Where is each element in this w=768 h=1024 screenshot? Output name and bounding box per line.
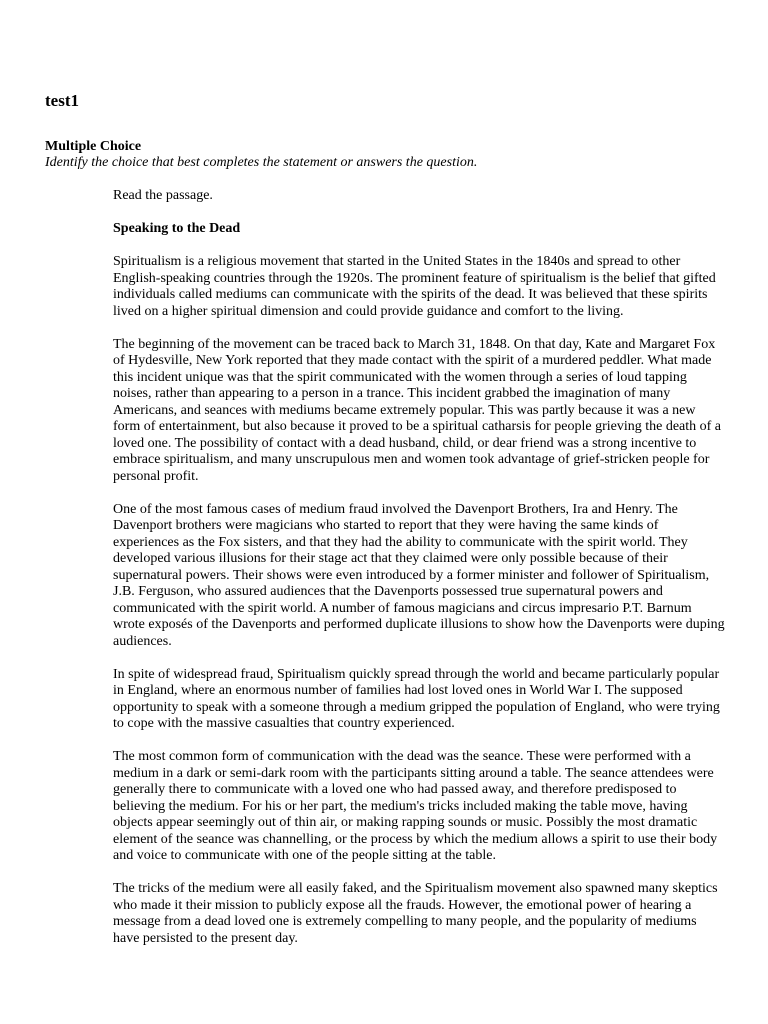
document-title: test1 [45, 91, 79, 110]
passage-paragraph: The most common form of communication with the dead was the seance. These were performed with a medium in a dark or semi-dark room with the participants sitting around a table. The seance attendees were generally there to communicate with a loved one who had passed away, and therefore predisposed to believing the medium. For his or her part, the medium's tricks included making the table move, having objects appear seemingly out of thin air, or making rapping sounds or music. Possibly the most dramatic element of the seance was channelling, or the process by which the medium allows a spirit to use their body and voice to communicate with one of the people sitting at the table. [113, 749, 718, 863]
passage-paragraph: One of the most famous cases of medium fraud involved the Davenport Brothers, Ira and Henry. The Davenport brothers were magicians who started to report that they were having the same kinds of experiences as the Fox sisters, and that they had the ability to communicate with the spirit world. They developed various illusions for their stage act that they claimed were only possible because of their supernatural powers. Their shows were even introduced by a former minister and follower of Spiritualism, J.B. Ferguson, who assured audiences that the Davenports possessed true supernatural powers and communicated with the spirit world. A number of famous magicians and circus impresario P.T. Barnum wrote exposés of the Davenports and performed duplicate illusions to show how the Davenports were duping audiences. [113, 501, 725, 649]
passage-paragraph: The beginning of the movement can be traced back to March 31, 1848. On that day, Kate and Margaret Fox of Hydesville, New York reported that they made contact with the spirit of a murdered peddler. What made this incident unique was that the spirit communicated with the women through a series of loud tapping noises, rather than appearing to a person in a trance. This incident grabbed the imagination of many Americans, and seances with mediums became extremely popular. This was partly because it was a new form of entertainment, but also because it proved to be a spiritual catharsis for people grieving the death of a loved one. The possibility of contact with a dead husband, child, or dear friend was a strong incentive to embrace spiritualism, and many unscrupulous men and women took advantage of grief-stricken people for personal profit. [113, 336, 722, 484]
reading-passage [113, 188, 725, 964]
passage-paragraph: In spite of widespread fraud, Spiritualism quickly spread through the world and became particularly popular in England, where an enormous number of families had lost loved ones in World War I. The supposed opportunity to speak with a someone through a medium gripped the population of England, who were trying to cope with the massive casualties that country experienced. [113, 666, 720, 731]
passage-intro: Read the passage. [113, 188, 213, 203]
section-heading: Multiple Choice [45, 139, 142, 154]
passage-paragraph: The tricks of the medium were all easily faked, and the Spiritualism movement also spawned many skeptics who made it their mission to publicly expose all the frauds. However, the emotional power of hearing a message from a dead loved one is extremely compelling to many people, and the popularity of mediums have persisted to the present day. [113, 881, 718, 946]
instructions-text: Identify the choice that best completes the statement or answers the question. [45, 155, 478, 170]
passage-paragraph: Spiritualism is a religious movement that started in the United States in the 1840s and spread to other English-speaking countries through the 1920s. The prominent feature of spiritualism is the belief that gifted individuals called mediums can communicate with the spirits of the dead. It was believed that these spirits lived on a higher spiritual dimension and could provide guidance and comfort to the living. [113, 254, 716, 319]
passage-heading: Speaking to the Dead [113, 221, 241, 236]
